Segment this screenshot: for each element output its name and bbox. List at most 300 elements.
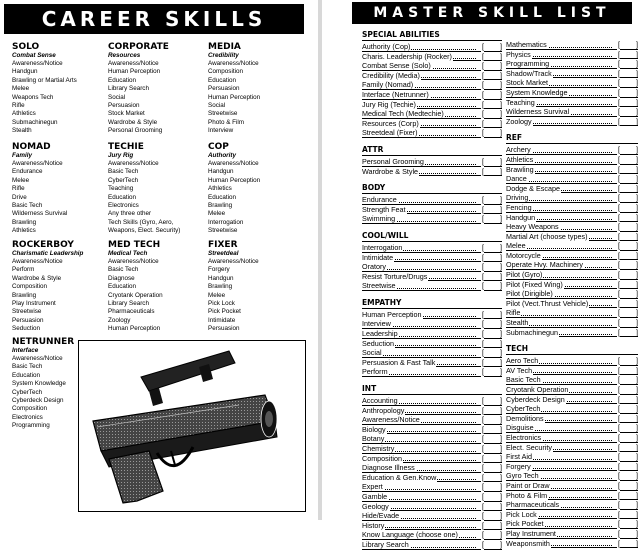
role-skill: CyberTech [108,176,139,184]
pistol-icon [79,341,305,511]
skill-row [506,385,638,395]
skill-level-box-open[interactable]: [ [482,444,484,453]
skill-level-box-open[interactable]: [ [618,471,620,481]
skill-level-box-open[interactable]: [ [482,99,484,109]
skill-level-box-open[interactable]: [ [618,289,620,299]
skill-level-box-close[interactable]: ] [636,452,638,462]
skill-level-box-close[interactable]: ] [500,482,502,492]
skill-row [506,40,638,50]
skill-level-box-close[interactable]: ] [500,204,502,214]
skill-level-box-open[interactable]: [ [482,42,484,51]
skill-level-box-close[interactable]: ] [500,463,502,473]
skill-level-box-open[interactable]: [ [482,348,484,358]
skill-level-box-open[interactable]: [ [482,338,484,348]
skill-name: Anthropology [362,405,405,415]
skill-level-box-close[interactable]: ] [500,51,502,61]
skill-level-box-close[interactable]: ] [636,528,638,538]
skill-level-box-close[interactable]: ] [500,166,502,176]
role-skill: Cryotank Operation [108,291,163,299]
skill-level-box-open[interactable]: [ [482,396,484,406]
skill-name: Fencing [506,202,532,212]
section-rule [362,193,502,194]
skill-level-box-close[interactable]: ] [500,242,502,252]
skill-row [362,329,502,339]
role-skill: Wilderness Survival [12,210,68,218]
skill-level-box-open[interactable]: [ [618,490,620,500]
career-skills-page [0,0,318,520]
role-skill: Brawling [12,291,37,299]
role-skill: Human Perception [208,176,261,184]
skill-level-box-close[interactable]: ] [636,308,638,318]
skill-level-box-close[interactable]: ] [500,319,502,329]
skill-level-box-open[interactable]: [ [482,70,484,80]
role-skill: Stealth [12,127,32,135]
skill-level-box-close[interactable]: ] [500,195,502,205]
skill-row [506,193,638,203]
skill-level-box-open[interactable]: [ [482,214,484,224]
skill-row [362,214,502,224]
skill-level-box-close[interactable]: ] [500,491,502,501]
skill-level-box-close[interactable]: ] [500,128,502,138]
skill-level-box-open[interactable]: [ [618,461,620,471]
skill-level-box-open[interactable]: [ [618,375,620,385]
skill-name: Medical Tech (Medtechie) [362,109,444,119]
skill-level-box-open[interactable]: [ [482,118,484,128]
skill-level-box-close[interactable]: ] [500,329,502,339]
skill-level-box-open[interactable]: [ [482,166,484,176]
skill-name: Motorcycle [506,250,541,260]
skill-row [362,530,502,540]
skill-row [362,128,502,138]
skill-level-box-open[interactable]: [ [618,87,620,97]
skill-row [506,241,638,251]
skill-level-box-close[interactable]: ] [636,509,638,519]
role-skill: Endurance [12,168,43,176]
skill-level-box-close[interactable]: ] [500,348,502,358]
skill-level-box-open[interactable]: [ [618,279,620,289]
skill-name: Pick Pocket [506,519,544,529]
skill-level-box-close[interactable]: ] [636,471,638,481]
skill-level-box-open[interactable]: [ [618,40,620,49]
master-skill-page [322,0,640,549]
skill-level-box-open[interactable]: [ [482,463,484,473]
role-skill: Seduction [12,325,41,333]
skill-level-box-close[interactable]: ] [500,357,502,367]
skill-level-box-close[interactable]: ] [500,99,502,109]
role-skill-list [208,258,308,334]
role-skill: Streetwise [12,308,42,316]
skill-row [362,109,502,119]
skill-name: Dodge & Escape [506,183,560,193]
skill-row [506,423,638,433]
skill-level-box-close[interactable]: ] [636,298,638,308]
skill-level-box-close[interactable]: ] [500,89,502,99]
skill-row [506,165,638,175]
skill-level-box-close[interactable]: ] [500,42,502,51]
skill-level-box-open[interactable]: [ [618,145,620,155]
skill-level-box-open[interactable]: [ [482,109,484,119]
skill-row [506,481,638,491]
skill-level-box-close[interactable]: ] [500,338,502,348]
skill-level-box-open[interactable]: [ [482,491,484,501]
skill-row [506,375,638,385]
skill-level-box-close[interactable]: ] [636,538,638,548]
role-skill: Melee [208,291,226,299]
skill-level-box-close[interactable]: ] [500,434,502,444]
skill-level-box-open[interactable]: [ [618,519,620,529]
skill-level-box-close[interactable]: ] [636,279,638,289]
skill-level-box-open[interactable]: [ [618,59,620,69]
skill-level-box-open[interactable]: [ [618,202,620,212]
role-skill: Diagnose [108,274,135,282]
section-rule [506,354,638,355]
role-skill: Rifle [12,185,25,193]
role-skill: Cyberdeck Design [12,397,64,405]
skill-level-box-close[interactable]: ] [500,271,502,281]
skill-level-box-open[interactable]: [ [482,242,484,252]
role-skill: Pick Pocket [208,308,241,316]
skill-level-box-close[interactable]: ] [500,501,502,511]
role-skill: Basic Tech [12,363,43,371]
role-skill: Submachinegun [12,118,58,126]
skill-name: Composition [362,453,402,463]
role-skill: Melee [208,210,226,218]
role-special-ability: Resources [108,52,141,59]
skill-level-box-close[interactable]: ] [636,202,638,212]
skill-level-box-open[interactable]: [ [482,482,484,492]
skill-level-box-open[interactable]: [ [482,501,484,511]
skill-level-box-open[interactable]: [ [482,530,484,540]
skill-level-box-close[interactable]: ] [636,212,638,222]
skill-level-box-close[interactable]: ] [636,68,638,78]
skill-level-box-open[interactable]: [ [618,174,620,184]
skill-row [506,356,638,366]
skill-level-box-open[interactable]: [ [482,271,484,281]
skill-level-box-close[interactable]: ] [636,164,638,174]
skill-level-box-open[interactable]: [ [482,204,484,214]
skill-level-box-open[interactable]: [ [618,164,620,174]
skill-row [506,308,638,318]
skill-level-box-close[interactable]: ] [500,214,502,224]
skill-name: Resources (Corp) [362,118,419,128]
skill-level-box-open[interactable]: [ [482,281,484,291]
skill-level-box-close[interactable]: ] [500,539,502,549]
skill-level-box-close[interactable]: ] [636,500,638,510]
skill-row [362,167,502,177]
skill-level-box-close[interactable]: ] [636,145,638,155]
skill-level-box-open[interactable]: [ [618,222,620,232]
skill-level-box-open[interactable]: [ [482,539,484,549]
skill-name: Pilot (Gyro) [506,270,543,280]
skill-level-box-close[interactable]: ] [636,154,638,164]
skill-level-box-close[interactable]: ] [500,118,502,128]
skill-level-box-open[interactable]: [ [618,356,620,366]
skill-level-box-open[interactable]: [ [482,367,484,377]
skill-level-box-close[interactable]: ] [500,252,502,262]
role-techie [108,142,208,236]
role-skill: Any three other [108,210,152,218]
role-name: NOMAD [12,142,51,152]
skill-name: Mathematics [506,40,547,49]
skill-level-box-open[interactable]: [ [482,453,484,463]
skill-level-box-close[interactable]: ] [500,415,502,425]
skill-level-box-open[interactable]: [ [618,327,620,337]
skill-level-box-open[interactable]: [ [618,241,620,251]
skill-level-box-close[interactable]: ] [636,289,638,299]
skill-level-box-open[interactable]: [ [482,329,484,339]
skill-level-box-open[interactable]: [ [618,298,620,308]
role-corporate [108,42,208,136]
skill-level-box-open[interactable]: [ [618,250,620,260]
skill-level-box-close[interactable]: ] [636,318,638,328]
skill-level-box-open[interactable]: [ [618,308,620,318]
skill-row [362,71,502,81]
skill-level-box-close[interactable]: ] [500,109,502,119]
skill-level-box-open[interactable]: [ [618,49,620,59]
skill-level-box-open[interactable]: [ [482,51,484,61]
role-skill: Photo & Film [208,118,245,126]
skill-level-box-open[interactable]: [ [482,128,484,138]
skill-level-box-open[interactable]: [ [618,260,620,270]
skill-level-box-close[interactable]: ] [636,461,638,471]
skill-level-box-open[interactable]: [ [618,423,620,433]
skill-level-box-close[interactable]: ] [500,281,502,291]
skill-level-box-close[interactable]: ] [636,260,638,270]
role-skill: Wardrobe & Style [108,118,158,126]
section-rule [362,40,502,41]
skill-row [362,502,502,512]
role-skill: Composition [208,68,243,76]
skill-level-box-open[interactable]: [ [618,452,620,462]
skill-level-box-open[interactable]: [ [618,385,620,394]
skill-name: Perform [362,367,388,377]
skill-level-box-open[interactable]: [ [618,193,620,203]
skill-level-box-open[interactable]: [ [618,154,620,164]
skill-level-box-close[interactable]: ] [500,156,502,166]
skill-name: Seduction [362,338,394,348]
skill-level-box-close[interactable]: ] [500,70,502,80]
skill-name: Swimming [362,214,396,224]
skill-level-box-open[interactable]: [ [482,89,484,99]
skill-level-box-open[interactable]: [ [618,432,620,442]
skill-level-box-open[interactable]: [ [482,195,484,205]
skill-level-box-open[interactable]: [ [618,413,620,423]
skill-level-box-close[interactable]: ] [500,61,502,71]
skill-row [506,414,638,424]
skill-level-box-open[interactable]: [ [618,183,620,193]
skill-name: System Knowledge [506,87,568,97]
skill-level-box-open[interactable]: [ [482,434,484,444]
skill-row [506,88,638,98]
skill-level-box-open[interactable]: [ [482,252,484,262]
role-skill: Brawling or Martial Arts [12,76,77,84]
skill-level-box-close[interactable]: ] [636,413,638,423]
skill-level-box-close[interactable]: ] [636,404,638,414]
skill-level-box-close[interactable]: ] [500,424,502,434]
skill-level-box-close[interactable]: ] [636,231,638,241]
skill-name: Forgery [506,461,531,471]
skill-level-box-open[interactable]: [ [618,528,620,538]
skill-row [362,415,502,425]
skill-row [506,500,638,510]
skill-level-box-close[interactable]: ] [636,519,638,529]
skill-level-box-close[interactable]: ] [636,59,638,69]
skill-level-box-open[interactable]: [ [618,68,620,78]
skill-level-box-close[interactable]: ] [636,270,638,280]
skill-level-box-open[interactable]: [ [618,97,620,107]
skill-row [506,251,638,261]
skill-name: Melee [506,241,526,251]
skill-level-box-close[interactable]: ] [500,396,502,406]
skill-name: Social [362,348,382,358]
section-title-empathy: EMPATHY [362,297,402,307]
skill-level-box-open[interactable]: [ [482,80,484,90]
skill-level-box-open[interactable]: [ [482,511,484,521]
skill-row [506,59,638,69]
skill-level-box-open[interactable]: [ [618,480,620,490]
skill-level-box-close[interactable]: ] [500,80,502,90]
skill-level-box-open[interactable]: [ [618,394,620,404]
career-skills-banner: CAREER SKILLS [4,4,304,34]
role-skill-list [108,160,208,236]
skill-level-box-open[interactable]: [ [618,318,620,328]
skill-level-box-close[interactable]: ] [636,78,638,88]
skill-level-box-close[interactable]: ] [500,530,502,540]
skill-level-box-open[interactable]: [ [618,107,620,117]
skill-level-box-open[interactable]: [ [482,357,484,367]
skill-level-box-close[interactable]: ] [636,116,638,126]
role-skill: Handgun [12,68,38,76]
skill-level-box-open[interactable]: [ [482,472,484,482]
role-skill: Education [12,371,41,379]
skill-name: Gamble [362,491,388,501]
skill-name: Shadow/Track [506,68,552,78]
skill-level-box-close[interactable]: ] [636,442,638,452]
role-skill: Awareness/Notice [108,60,159,67]
skill-level-box-close[interactable]: ] [636,49,638,59]
role-skill-list [12,258,112,334]
skill-level-box-close[interactable]: ] [636,193,638,203]
role-skill: Awareness/Notice [208,160,259,167]
skill-level-box-close[interactable]: ] [500,511,502,521]
role-skill: Social [208,102,226,110]
skill-level-box-close[interactable]: ] [636,241,638,251]
skill-level-box-open[interactable]: [ [482,156,484,166]
skill-row [362,262,502,272]
skill-level-box-open[interactable]: [ [618,442,620,452]
skill-level-box-open[interactable]: [ [482,61,484,71]
skill-level-box-close[interactable]: ] [500,453,502,463]
skill-level-box-close[interactable]: ] [636,432,638,442]
skill-level-box-close[interactable]: ] [636,356,638,366]
skill-level-box-open[interactable]: [ [618,509,620,519]
role-skill: Human Perception [108,68,161,76]
skill-level-box-open[interactable]: [ [618,231,620,241]
skill-level-box-close[interactable]: ] [636,365,638,375]
skill-level-box-close[interactable]: ] [636,40,638,49]
skill-level-box-open[interactable]: [ [618,78,620,88]
skill-row [506,203,638,213]
skill-level-box-open[interactable]: [ [482,424,484,434]
role-fixer [208,240,308,334]
skill-level-box-close[interactable]: ] [500,367,502,377]
skill-level-box-close[interactable]: ] [500,309,502,319]
skill-row [506,299,638,309]
skill-level-box-open[interactable]: [ [482,520,484,530]
skill-level-box-close[interactable]: ] [636,327,638,337]
skill-level-box-close[interactable]: ] [636,385,638,394]
skill-level-box-close[interactable]: ] [636,423,638,433]
skill-level-box-close[interactable]: ] [500,262,502,272]
skill-name: Heavy Weapons [506,222,559,232]
skill-level-box-close[interactable]: ] [500,405,502,415]
skill-row [506,404,638,414]
skill-level-box-open[interactable]: [ [482,319,484,329]
skill-level-box-close[interactable]: ] [636,250,638,260]
skill-level-box-open[interactable]: [ [482,309,484,319]
skill-level-box-close[interactable]: ] [636,174,638,184]
skill-level-box-close[interactable]: ] [500,444,502,453]
skill-level-box-close[interactable]: ] [636,480,638,490]
role-skill-list [108,60,208,136]
role-skill: Drive [12,193,27,201]
role-name: FIXER [208,240,238,250]
skill-name: Strength Feat [362,204,406,214]
skill-row [506,117,638,127]
skill-row [506,433,638,443]
skill-level-box-open[interactable]: [ [618,116,620,126]
role-skill: Personal Grooming [108,127,163,135]
skill-level-box-open[interactable]: [ [482,262,484,272]
skill-level-box-close[interactable]: ] [500,472,502,482]
skill-level-box-open[interactable]: [ [618,538,620,548]
skill-name: Pharmaceuticals [506,500,560,510]
role-med-tech [108,240,208,334]
skill-level-box-open[interactable]: [ [618,365,620,375]
skill-level-box-close[interactable]: ] [636,375,638,385]
skill-name: Play Instrument [506,528,556,538]
skill-level-box-close[interactable]: ] [636,490,638,500]
skill-row [362,511,502,521]
skill-level-box-open[interactable]: [ [618,212,620,222]
skill-name: Streetdeal (Fixer) [362,128,418,138]
skill-row [506,510,638,520]
skill-row [362,434,502,444]
section-title-tech: TECH [506,344,529,354]
skill-level-box-open[interactable]: [ [482,415,484,425]
skill-name: Cyberdeck Design [506,394,565,404]
section-title-attr: ATTR [362,144,384,154]
skill-level-box-close[interactable]: ] [500,520,502,530]
skill-level-box-open[interactable]: [ [618,404,620,414]
skill-level-box-close[interactable]: ] [636,183,638,193]
role-skill: Teaching [108,185,134,193]
skill-level-box-open[interactable]: [ [482,405,484,415]
skill-level-box-close[interactable]: ] [636,87,638,97]
skill-level-box-close[interactable]: ] [636,394,638,404]
role-skill: Interrogation [208,218,244,226]
skill-level-box-open[interactable]: [ [618,500,620,510]
skill-level-box-close[interactable]: ] [636,222,638,232]
skill-row [362,339,502,349]
skill-level-box-open[interactable]: [ [618,270,620,280]
role-skill: Handgun [208,168,234,176]
skill-name: Know Language (choose one) [362,530,458,540]
skill-name: Biology [362,424,386,434]
skill-level-box-close[interactable]: ] [636,97,638,107]
skill-name: Submachinegun [506,327,558,337]
skill-level-box-close[interactable]: ] [636,107,638,117]
